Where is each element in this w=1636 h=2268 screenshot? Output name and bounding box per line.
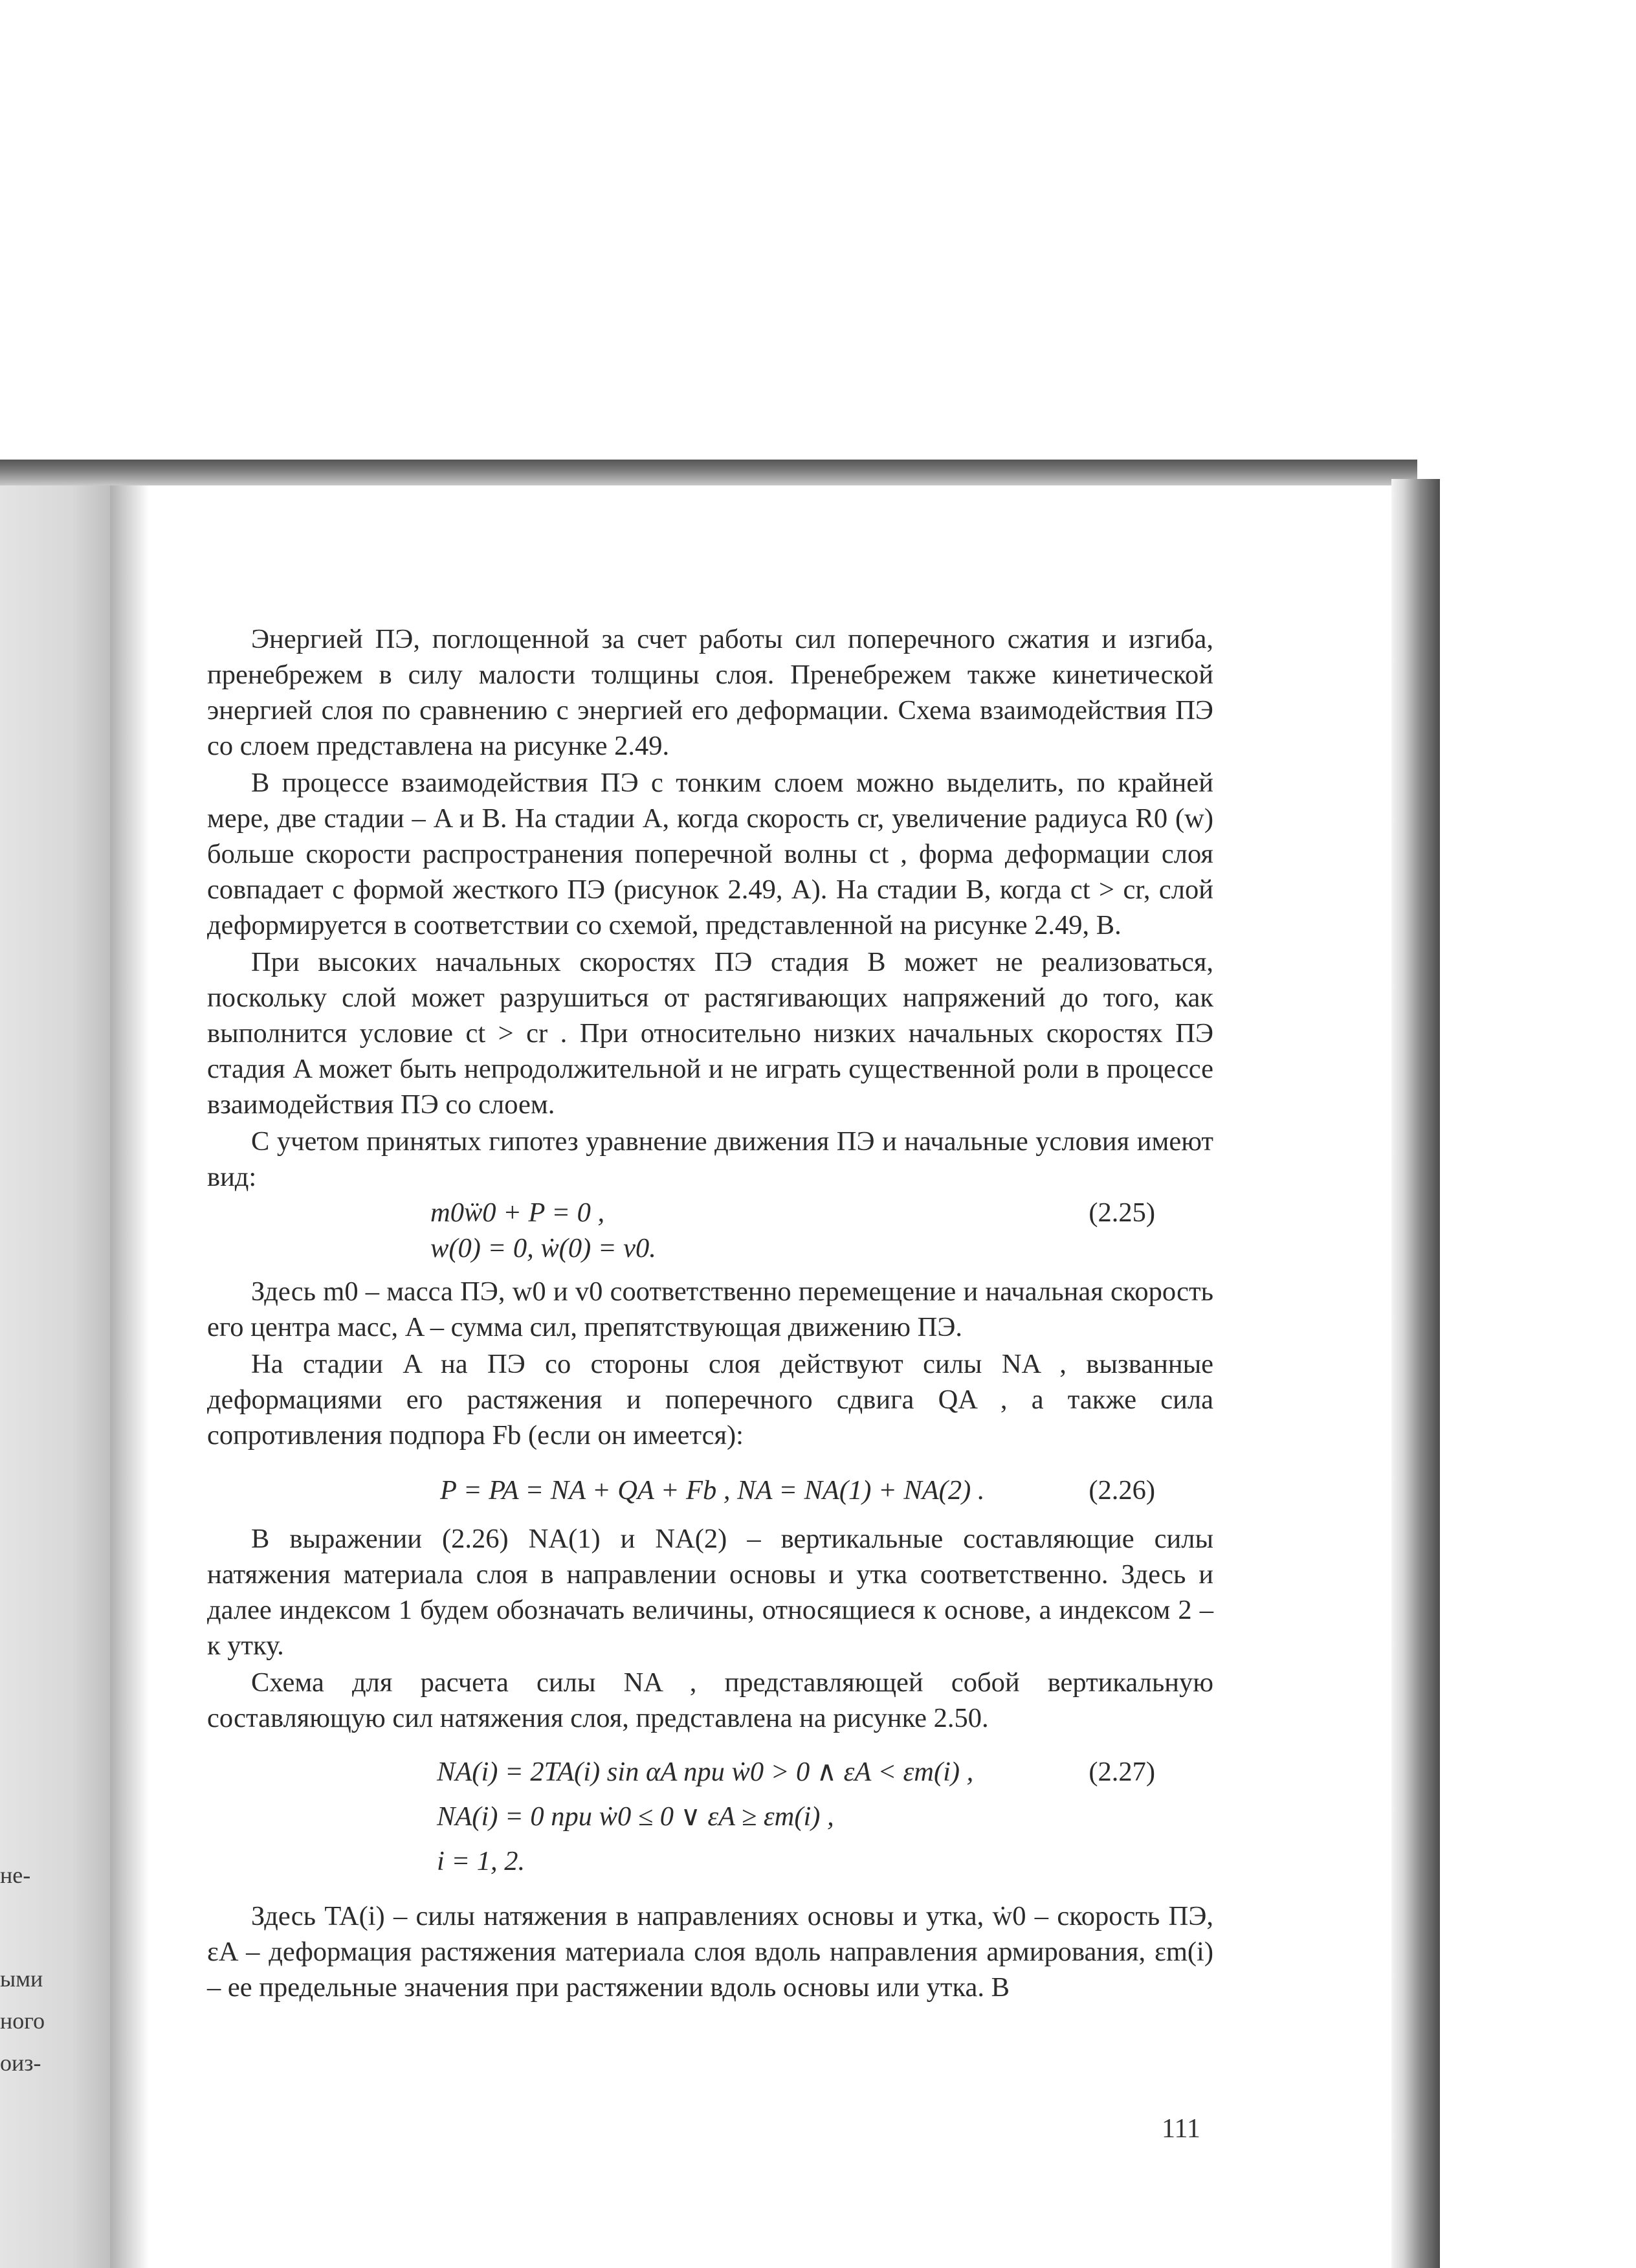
equation-2-25-initial: [207, 1230, 1213, 1266]
equation-number: (2.27): [1089, 1757, 1155, 1787]
paragraph: С учетом принятых гипотез уравнение движения ПЭ и начальные условия имеют вид:: [207, 1126, 1213, 1192]
paragraph: В процессе взаимодействия ПЭ с тонким слоем можно выделить, по крайней мере, две стадии – A и B. На стадии A, когда скорость cr, увеличение радиуса R0 (w) больше скорости распространения поперечной волны ct , форма деформации слоя совпадает с формой жесткого ПЭ (рисунок 2.49, A). На стадии B, когда ct > cr, слой деформируется в соответствии со схемой, представленной на рисунке 2.49, B.: [207, 768, 1213, 940]
equation-number: (2.25): [1089, 1197, 1155, 1228]
equation-2-27: [207, 1754, 1213, 1790]
scan-top-edge: [0, 460, 1417, 485]
equation-2-27-second: [207, 1799, 1213, 1834]
left-page-edge: [0, 485, 120, 2268]
paragraph: Энергией ПЭ, поглощенной за счет работы сил поперечного сжатия и изгиба, пренебрежем в силу малости толщины слоя. Пренебрежем также кинетической энергией слоя по сравнению с энергией его деформации. Схема взаимодействия ПЭ со слоем представлена на рисунке 2.49.: [207, 624, 1213, 761]
page-body: [207, 621, 1213, 2005]
scan-right-edge: [1391, 479, 1440, 2268]
equation-2-26: [207, 1473, 1213, 1508]
equation-text: NA(i) = 2TA(i) sin αA при ẇ0 > 0 ∧ εA < εm(i) ,: [437, 1757, 974, 1787]
paragraph: Здесь TA(i) – силы натяжения в направлениях основы и утка, ẇ0 – скорость ПЭ, εA – деформация растяжения материала слоя вдоль направления армирования, εm(i) – ее предельные значения при растяжении вдоль основы или утка. В: [207, 1901, 1213, 2003]
book-gutter: [110, 485, 149, 2268]
left-page-fragment: не-: [0, 1862, 31, 1888]
paragraph: На стадии A на ПЭ со стороны слоя действуют силы NA , вызванные деформациями его растяжения и поперечного сдвига QA , а также сила сопротивления подпора Fb (если он имеется):: [207, 1349, 1213, 1451]
equation-text: m0ẅ0 + P = 0 ,: [430, 1197, 605, 1228]
left-page-fragment: ыми: [0, 1966, 43, 1992]
equation-2-27-index: [207, 1843, 1213, 1879]
page-number: 111: [1162, 2114, 1200, 2144]
left-page-fragment: оиз-: [0, 2050, 41, 2076]
equation-number: (2.26): [1089, 1475, 1155, 1506]
paragraph: В выражении (2.26) NA(1) и NA(2) – вертикальные составляющие силы натяжения материала слоя в направлении основы и утка соответственно. Здесь и далее индексом 1 будем обозначать величины, относящиеся к основе, а индексом 2 – к утку.: [207, 1524, 1213, 1661]
paragraph: Схема для расчета силы NA , представляющей собой вертикальную составляющую сил натяжения слоя, представлена на рисунке 2.50.: [207, 1667, 1213, 1733]
equation-2-25: [207, 1195, 1213, 1230]
paragraph: Здесь m0 – масса ПЭ, w0 и v0 соответственно перемещение и начальная скорость его центра масс, A – сумма сил, препятствующая движению ПЭ.: [207, 1276, 1213, 1342]
equation-text: P = PA = NA + QA + Fb , NA = NA(1) + NA(2) .: [440, 1475, 985, 1506]
equation-text: i = 1, 2.: [437, 1846, 525, 1876]
paragraph: При высоких начальных скоростях ПЭ стадия B может не реализоваться, поскольку слой может разрушиться от растягивающих напряжений до того, как выполнится условие ct > cr . При относительно низких начальных скоростях ПЭ стадия A может быть непродолжительной и не играть существенной роли в процессе взаимодействия ПЭ со слоем.: [207, 947, 1213, 1120]
equation-text: w(0) = 0, ẇ(0) = v0.: [430, 1233, 656, 1263]
left-page-fragment: ного: [0, 2008, 45, 2034]
equation-text: NA(i) = 0 при ẇ0 ≤ 0 ∨ εA ≥ εm(i) ,: [437, 1801, 834, 1832]
